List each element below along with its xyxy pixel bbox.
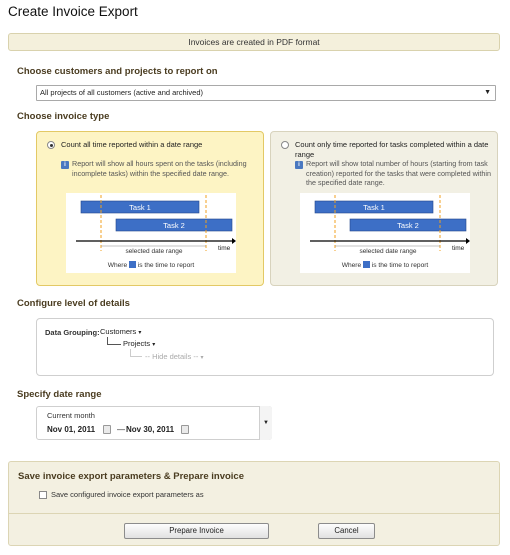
diagram-caption <box>37 261 265 269</box>
calendar-icon[interactable] <box>181 425 189 434</box>
chevron-down-icon: ▼ <box>484 89 491 96</box>
footer-panel <box>8 461 500 546</box>
start-date[interactable]: Nov 01, 2011 <box>47 425 96 434</box>
date-preset-label: Current month <box>47 411 95 420</box>
cancel-button[interactable]: Cancel <box>318 523 375 539</box>
blue-square-icon <box>129 261 136 268</box>
save-params-checkbox[interactable] <box>39 491 47 499</box>
calendar-icon[interactable] <box>103 425 111 434</box>
footer-title: Save invoice export parameters & Prepare invoice <box>18 471 244 482</box>
grouping-level-projects[interactable] <box>123 339 155 348</box>
diagram-task1-label: Task 1 <box>363 203 385 212</box>
caret-down-icon: ▾ <box>200 355 204 361</box>
date-preset-dropdown[interactable] <box>259 406 272 440</box>
blue-square-icon <box>363 261 370 268</box>
invoice-type-section-title: Choose invoice type <box>17 111 110 122</box>
pdf-format-notice: Invoices are created in PDF format <box>8 33 500 51</box>
footer-divider <box>9 513 499 514</box>
caption-where: Where <box>107 262 128 269</box>
caret-down-icon: ▾ <box>152 342 156 348</box>
data-grouping-label: Data Grouping: <box>45 328 100 337</box>
diagram-axis-label: time <box>452 245 465 252</box>
grouping-level-hide-details-label: -- Hide details -- <box>145 352 199 361</box>
invoice-type-card-all-time[interactable] <box>36 131 264 286</box>
grouping-level-projects-label: Projects <box>123 339 151 348</box>
invoice-type-card-completed-tasks[interactable] <box>270 131 498 286</box>
caret-down-icon: ▾ <box>138 330 142 336</box>
prepare-invoice-button[interactable]: Prepare Invoice <box>124 523 269 539</box>
invoice-type-label: Count only time reported for tasks completed within a date range <box>295 140 489 159</box>
diagram-caption <box>271 261 499 269</box>
grouping-level-hide-details[interactable] <box>145 352 203 361</box>
save-params-label: Save configured invoice export parameters as <box>51 490 204 499</box>
chevron-down-icon: ▼ <box>263 420 269 426</box>
grouping-level-customers-label: Customers <box>100 327 137 336</box>
customers-section-title: Choose customers and projects to report on <box>17 66 218 77</box>
date-separator: — <box>117 425 125 434</box>
tree-connector <box>107 337 121 345</box>
page-title: Create Invoice Export <box>8 4 138 19</box>
end-date[interactable]: Nov 30, 2011 <box>126 425 175 434</box>
invoice-type-label: Count all time reported within a date range <box>61 140 203 149</box>
radio-all-time[interactable] <box>47 141 55 149</box>
diagram-axis-label: time <box>218 245 231 252</box>
diagram-task2-label: Task 2 <box>397 221 419 230</box>
diagram-range-label: selected date range <box>359 248 417 255</box>
customers-projects-select[interactable] <box>36 85 496 101</box>
caption-time-to-report: is the time to report <box>371 262 429 269</box>
customers-projects-select-value: All projects of all customers (active and archived) <box>40 88 203 97</box>
diagram-range-label: selected date range <box>125 248 183 255</box>
grouping-level-customers[interactable] <box>100 327 141 336</box>
date-section-title: Specify date range <box>17 389 102 400</box>
details-section-title: Configure level of details <box>17 298 130 309</box>
data-grouping-panel <box>36 318 494 376</box>
diagram-task2-label: Task 2 <box>163 221 185 230</box>
info-icon: i <box>61 161 69 169</box>
info-icon: i <box>295 161 303 169</box>
caption-time-to-report: is the time to report <box>137 262 195 269</box>
invoice-type-description: Report will show total number of hours (starting from task creation) reported for the tasks that were completed within the specified date range. <box>306 159 491 188</box>
radio-completed-tasks[interactable] <box>281 141 289 149</box>
date-range-picker[interactable] <box>36 406 272 440</box>
diagram-task1-label: Task 1 <box>129 203 151 212</box>
invoice-type-description: Report will show all hours spent on the tasks (including incomplete tasks) within the specified date range. <box>72 159 247 178</box>
tree-connector <box>130 349 142 357</box>
caption-where: Where <box>341 262 362 269</box>
